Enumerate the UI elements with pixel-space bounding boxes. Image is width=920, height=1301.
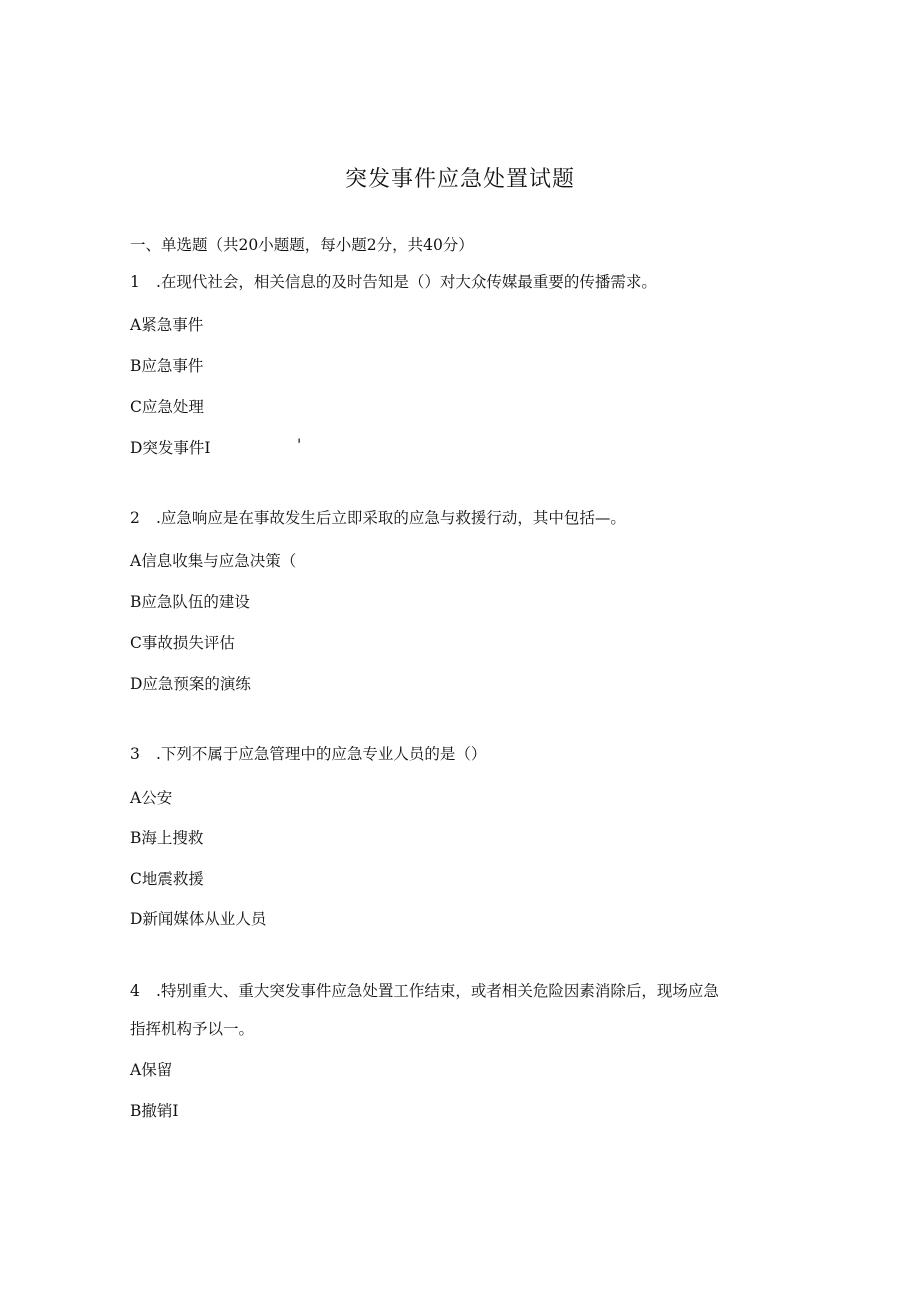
question-3 xyxy=(130,744,486,764)
option-1a: A紧急事件 xyxy=(130,316,204,334)
option-1b: B应急事件 xyxy=(130,357,204,375)
option-3b: B海上搜救 xyxy=(130,829,204,847)
option-3a: A公安 xyxy=(130,789,173,807)
option-4a: A保留 xyxy=(130,1061,173,1079)
option-2b: B应急队伍的建设 xyxy=(130,593,250,611)
option-2c: C事故损失评估 xyxy=(130,634,235,652)
question-text: .应急响应是在事故发生后立即采取的应急与救援行动，其中包括—。 xyxy=(156,509,626,527)
question-4 xyxy=(130,981,719,1001)
option-1d: D突发事件I xyxy=(130,439,211,457)
option-2a: A信息收集与应急决策（ xyxy=(130,552,297,570)
section-heading: 一、单选题（共20小题题，每小题2分，共40分） xyxy=(130,236,474,254)
question-text: .下列不属于应急管理中的应急专业人员的是（） xyxy=(156,745,487,763)
question-number: 2 xyxy=(130,509,140,527)
question-number: 3 xyxy=(130,745,140,763)
option-4b: B撤销I xyxy=(130,1102,179,1120)
question-number: 4 xyxy=(130,982,140,1000)
option-1c: C应急处理 xyxy=(130,398,204,416)
question-2 xyxy=(130,508,626,528)
question-1 xyxy=(130,272,657,292)
question-4-continued: 指挥机构予以一。 xyxy=(130,1020,255,1038)
option-3d: D新闻媒体从业人员 xyxy=(130,910,267,928)
option-3c: C地震救援 xyxy=(130,870,204,888)
question-number: 1 xyxy=(130,273,140,291)
page-title: 突发事件应急处置试题 xyxy=(344,167,575,192)
question-text: .特别重大、重大突发事件应急处置工作结束，或者相关危险因素消除后，现场应急 xyxy=(156,982,719,1000)
question-text: .在现代社会，相关信息的及时告知是（）对大众传媒最重要的传播需求。 xyxy=(156,273,657,291)
stray-mark: ' xyxy=(297,436,302,454)
option-2d: D应急预案的演练 xyxy=(130,675,251,693)
